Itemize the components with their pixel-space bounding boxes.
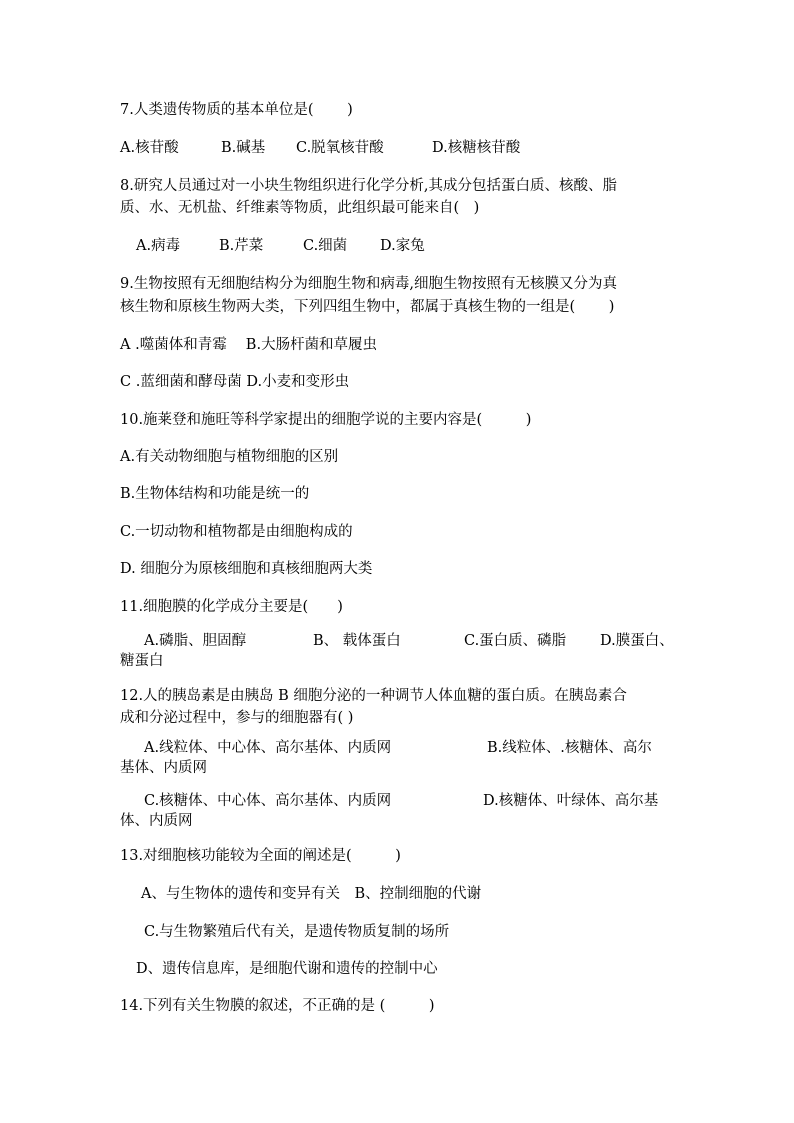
question-12-option-d-wrap: 体、内质网 [120,813,193,829]
question-11-stem: 11.细胞膜的化学成分主要是( ) [120,599,343,615]
question-13-options-line-3: D、遗传信息库，是细胞代谢和遗传的控制中心 [136,961,438,977]
question-7-option-a: A.核苷酸 [120,140,179,156]
question-11-option-b: B、 载体蛋白 [313,633,401,649]
question-11-option-d: D.膜蛋白、 [600,633,674,649]
question-12-stem-line-2: 成和分泌过程中，参与的细胞器有( ) [120,710,354,726]
question-10-option-c: C.一切动物和植物都是由细胞构成的 [120,524,353,540]
question-12-stem-line-1: 12.人的胰岛素是由胰岛 B 细胞分泌的一种调节人体血糖的蛋白质。在胰岛素合 [120,688,627,704]
question-8-option-c: C.细菌 [303,238,348,254]
question-8-option-b: B.芹菜 [219,238,264,254]
question-7-option-b: B.碱基 [221,140,266,156]
question-13-options-line-1: A、与生物体的遗传和变异有关 B、控制细胞的代谢 [141,886,482,902]
question-12-option-a: A.线粒体、中心体、高尔基体、内质网 [144,740,392,756]
question-12-option-c: C.核糖体、中心体、高尔基体、内质网 [144,793,392,809]
question-12-option-d: D.核糖体、叶绿体、高尔基 [483,793,659,809]
question-9-options-line-1: A .噬菌体和青霉 B.大肠杆菌和草履虫 [120,337,378,353]
question-7-stem: 7.人类遗传物质的基本单位是( ) [120,102,353,118]
question-10-option-b: B.生物体结构和功能是统一的 [120,486,310,502]
question-8-stem-line-1: 8.研究人员通过对一小块生物组织进行化学分析,其成分包括蛋白质、核酸、脂 [120,178,617,194]
question-8-option-a: A.病毒 [136,238,181,254]
question-11-option-d-wrap: 糖蛋白 [120,653,164,669]
question-9-stem-line-1: 9.生物按照有无细胞结构分为细胞生物和病毒,细胞生物按照有无核膜又分为真 [120,276,617,292]
question-10-option-a: A.有关动物细胞与植物细胞的区别 [120,449,339,465]
question-8-option-d: D.家兔 [380,238,425,254]
question-9-stem-line-2: 核生物和原核生物两大类，下列四组生物中，都属于真核生物的一组是( ) [120,299,615,315]
question-10-stem: 10.施莱登和施旺等科学家提出的细胞学说的主要内容是( ) [120,412,532,428]
question-14-stem: 14.下列有关生物膜的叙述，不正确的是 ( ) [120,998,435,1014]
question-9-options-line-2: C .蓝细菌和酵母菌 D.小麦和变形虫 [120,374,350,390]
question-7-option-c: C.脱氧核苷酸 [296,140,384,156]
question-10-option-d: D. 细胞分为原核细胞和真核细胞两大类 [120,561,373,577]
question-12-option-b: B.线粒体、.核糖体、高尔 [487,740,652,756]
question-11-option-c: C.蛋白质、磷脂 [464,633,567,649]
question-7-option-d: D.核糖核苷酸 [432,140,521,156]
question-11-option-a: A.磷脂、胆固醇 [144,633,247,649]
question-12-option-b-wrap: 基体、内质网 [120,760,207,776]
question-13-options-line-2: C.与生物繁殖后代有关，是遗传物质复制的场所 [144,924,450,940]
question-8-stem-line-2: 质、水、无机盐、纤维素等物质，此组织最可能来自( ) [120,200,480,216]
question-13-stem: 13.对细胞核功能较为全面的阐述是( ) [120,848,401,864]
